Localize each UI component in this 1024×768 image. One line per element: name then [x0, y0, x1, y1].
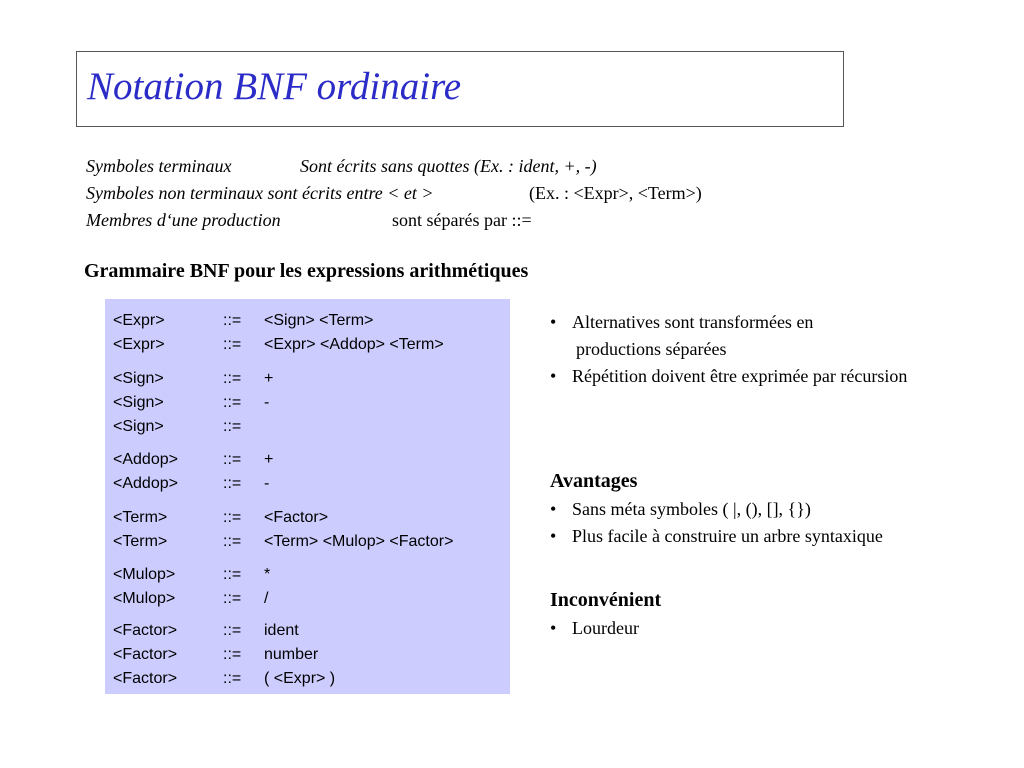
rule-lhs: <Term>	[113, 509, 168, 526]
rule-rhs: +	[264, 451, 274, 468]
grammar-rule	[105, 530, 510, 554]
grammar-rule	[105, 448, 510, 472]
rule-lhs: <Addop>	[113, 475, 178, 492]
rule-rhs: -	[264, 475, 270, 492]
terminals-text: Sont écrits sans quottes (Ex. : ident, +, -)	[300, 156, 597, 176]
rule-lhs: <Factor>	[113, 646, 178, 663]
grammar-rule	[105, 367, 510, 391]
rule-lhs: <Term>	[113, 533, 168, 550]
nonterminals-text: Symboles non terminaux sont écrits entre < et >	[86, 183, 434, 203]
rule-op: ::=	[223, 590, 242, 607]
grammar-table	[105, 299, 510, 694]
grammar-rule	[105, 506, 510, 530]
bullet-icon: •	[550, 312, 557, 332]
rule-op: ::=	[223, 418, 242, 435]
production-text: sont séparés par ::=	[392, 210, 532, 230]
bullet-icon: •	[550, 366, 557, 386]
rule-rhs: <Expr> <Addop> <Term>	[264, 336, 444, 353]
rule-lhs: <Expr>	[113, 336, 165, 353]
rule-rhs: ( <Expr> )	[264, 670, 336, 687]
disadvantage-text: Lourdeur	[572, 618, 639, 638]
rule-op: ::=	[223, 622, 242, 639]
terminals-label: Symboles terminaux	[86, 156, 232, 176]
advantage-text: Sans méta symboles ( |, (), [], {})	[572, 499, 811, 519]
rule-lhs: <Sign>	[113, 418, 164, 435]
nonterminals-example: (Ex. : <Expr>, <Term>)	[529, 183, 702, 203]
rule-op: ::=	[223, 509, 242, 526]
rule-op: ::=	[223, 475, 242, 492]
rule-lhs: <Factor>	[113, 670, 178, 687]
rule-rhs: +	[264, 370, 274, 387]
production-label: Membres d‘une production	[86, 210, 281, 230]
rule-lhs: <Expr>	[113, 312, 165, 329]
rule-lhs: <Mulop>	[113, 590, 176, 607]
rule-op: ::=	[223, 370, 242, 387]
grammar-rule	[105, 309, 510, 333]
rule-op: ::=	[223, 394, 242, 411]
advantage-text: Plus facile à construire un arbre syntaxique	[572, 526, 883, 546]
rule-op: ::=	[223, 312, 242, 329]
advantage-item	[550, 523, 883, 550]
grammar-rule	[105, 619, 510, 643]
rule-rhs: *	[264, 566, 271, 583]
rule-lhs: <Factor>	[113, 622, 178, 639]
rule-rhs: <Term> <Mulop> <Factor>	[264, 533, 454, 550]
grammar-rule	[105, 391, 510, 415]
rule-lhs: <Sign>	[113, 370, 164, 387]
grammar-rule	[105, 563, 510, 587]
rule-rhs: -	[264, 394, 270, 411]
rule-op: ::=	[223, 533, 242, 550]
bullet-icon: •	[550, 499, 557, 519]
rule-rhs: <Factor>	[264, 509, 329, 526]
grammar-rule	[105, 415, 510, 439]
bullet-icon: •	[550, 526, 557, 546]
grammar-rule	[105, 333, 510, 357]
disadvantages-heading: Inconvénient	[550, 589, 662, 611]
page-title: Notation BNF ordinaire	[87, 65, 462, 108]
grammar-heading: Grammaire BNF pour les expressions arithmétiques	[84, 260, 529, 282]
note-text: productions séparées	[576, 339, 727, 359]
grammar-rule	[105, 472, 510, 496]
rule-op: ::=	[223, 566, 242, 583]
rule-op: ::=	[223, 646, 242, 663]
note-text: Alternatives sont transformées en	[572, 312, 814, 332]
rule-rhs: ident	[264, 622, 299, 639]
bullet-icon: •	[550, 618, 557, 638]
title-box	[76, 51, 844, 127]
advantages-section	[550, 466, 883, 550]
grammar-rule	[105, 667, 510, 691]
grammar-rule	[105, 587, 510, 611]
rule-lhs: <Addop>	[113, 451, 178, 468]
rule-op: ::=	[223, 451, 242, 468]
advantage-item	[550, 496, 811, 523]
rule-rhs: number	[264, 646, 319, 663]
rule-rhs: /	[264, 590, 269, 607]
disadvantages-section	[550, 585, 661, 642]
grammar-rule	[105, 643, 510, 667]
rule-op: ::=	[223, 336, 242, 353]
advantages-heading: Avantages	[550, 470, 638, 492]
note-text: Répétition doivent être exprimée par récursion	[572, 366, 908, 386]
rule-lhs: <Sign>	[113, 394, 164, 411]
rule-rhs: <Sign> <Term>	[264, 312, 374, 329]
disadvantage-item	[550, 615, 661, 642]
rule-lhs: <Mulop>	[113, 566, 176, 583]
rule-op: ::=	[223, 670, 242, 687]
